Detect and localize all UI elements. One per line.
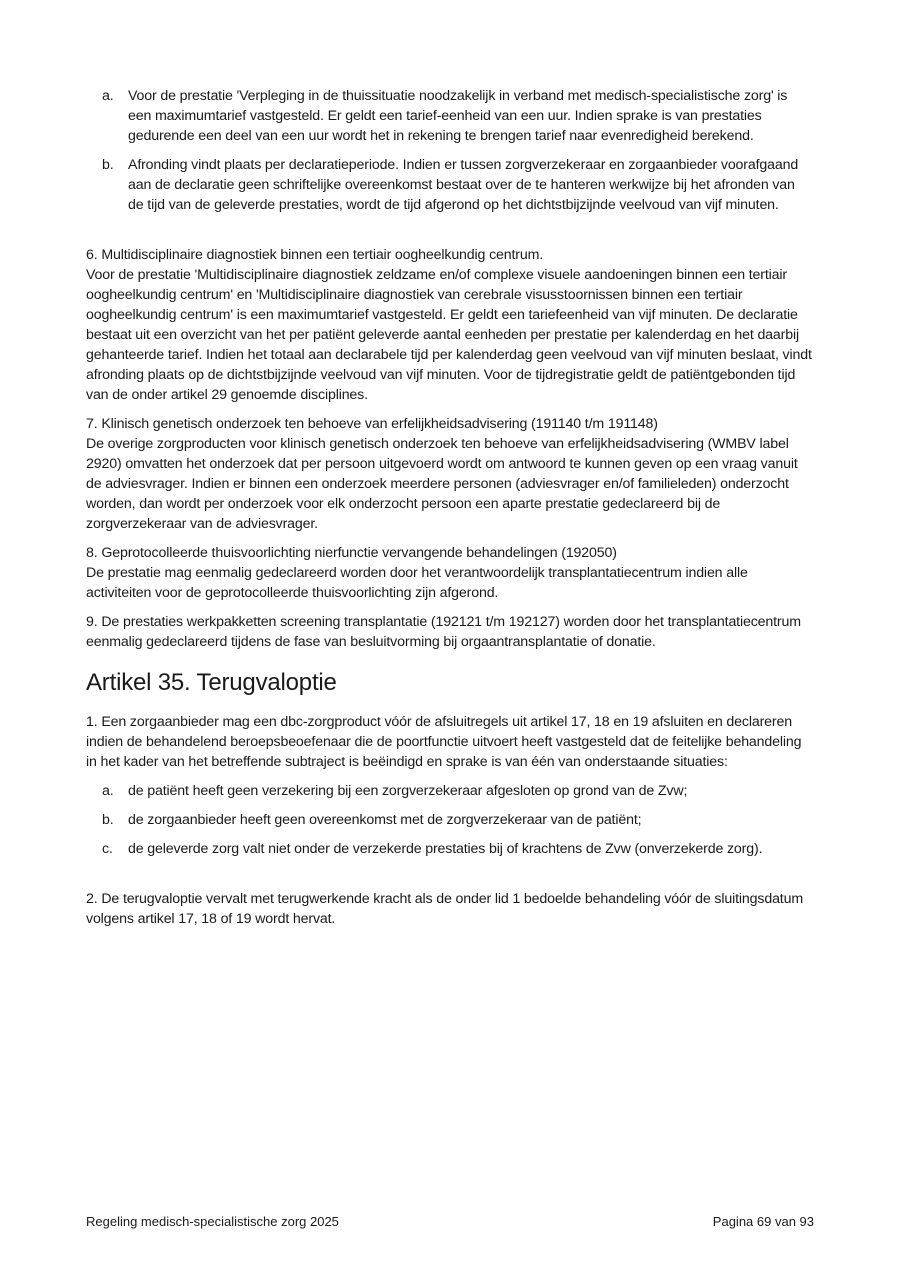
- section-title: 8. Geprotocolleerde thuisvoorlichting nierfunctie vervangende behandelingen (192050): [86, 545, 617, 561]
- section-body: 9. De prestaties werkpakketten screening transplantatie (192121 t/m 192127) worden door het transplantatiecentrum eenmalig gedeclareerd tijdens de fase van besluitvorming bij orgaantransplantatie of donatie.: [86, 614, 801, 650]
- list-item: [86, 155, 814, 215]
- article-paragraph-2: 2. De terugvaloptie vervalt met terugwerkende kracht als de onder lid 1 bedoelde behandeling vóór de sluitingsdatum volgens artikel 17, 18 of 19 wordt hervat.: [86, 891, 804, 927]
- list-marker: a.: [102, 783, 114, 799]
- list-marker: b.: [102, 157, 114, 173]
- section-title: 6. Multidisciplinaire diagnostiek binnen een tertiair oogheelkundig centrum.: [86, 247, 544, 263]
- article-heading: Artikel 35. Terugvaloptie: [86, 669, 337, 696]
- section-7: [86, 414, 814, 534]
- list-item: [86, 86, 814, 146]
- list-marker: c.: [102, 841, 113, 857]
- list-marker: b.: [102, 812, 114, 828]
- section-title: 7. Klinisch genetisch onderzoek ten behoeve van erfelijkheidsadvisering (191140 t/m 191148): [86, 416, 658, 432]
- list-item-text: de patiënt heeft geen verzekering bij een zorgverzekeraar afgesloten op grond van de Zvw;: [128, 783, 688, 799]
- list-item-text: Afronding vindt plaats per declaratieperiode. Indien er tussen zorgverzekeraar en zorgaanbieder voorafgaand aan de declaratie geen schriftelijke overeenkomst bestaat over de te hanteren werkwijze bij het afronden van de tijd van de geleverde prestaties, wordt de tijd afgerond op het dichtstbijzijnde veelvoud van vijf minuten.: [128, 157, 799, 213]
- list-item-text: Voor de prestatie 'Verpleging in de thuissituatie noodzakelijk in verband met medisch-specialistische zorg' is een maximumtarief vastgesteld. Er geldt een tarief-eenheid van een uur. Indien sprake is van prestaties gedurende een deel van een uur wordt het in rekening te brengen tarief naar evenredigheid berekend.: [128, 88, 788, 144]
- top-list: [86, 86, 814, 215]
- section-body: De overige zorgproducten voor klinisch genetisch onderzoek ten behoeve van erfelijkheidsadvisering (WMBV label 2920) omvatten het onderzoek dat per persoon uitgevoerd wordt om antwoord te kunnen geven op een vraag vanuit de adviesvrager. Indien er binnen een onderzoek meerdere personen (adviesvrager en/of familieleden) onderzocht worden, dan wordt per onderzoek voor elk onderzocht persoon een aparte prestatie gedeclareerd bij de zorgverzekeraar van de adviesvrager.: [86, 436, 798, 532]
- list-item-text: de zorgaanbieder heeft geen overeenkomst met de zorgverzekeraar van de patiënt;: [128, 812, 642, 828]
- article-list: [86, 781, 814, 859]
- section-body: De prestatie mag eenmalig gedeclareerd worden door het verantwoordelijk transplantatiecentrum indien alle activiteiten voor de geprotocolleerde thuisvoorlichting zijn afgerond.: [86, 565, 748, 601]
- footer-document-title: Regeling medisch-specialistische zorg 2025: [86, 1214, 339, 1229]
- list-item-text: de geleverde zorg valt niet onder de verzekerde prestaties bij of krachtens de Zvw (onverzekerde zorg).: [128, 841, 763, 857]
- list-item: [86, 839, 814, 859]
- page-number: Pagina 69 van 93: [712, 1214, 814, 1229]
- list-item: [86, 781, 814, 801]
- document-page: [86, 86, 814, 929]
- list-item: [86, 810, 814, 830]
- section-9: [86, 612, 814, 652]
- section-6: [86, 245, 814, 405]
- section-8: [86, 543, 814, 603]
- list-marker: a.: [102, 88, 114, 104]
- article-paragraph-1: 1. Een zorgaanbieder mag een dbc-zorgproduct vóór de afsluitregels uit artikel 17, 18 en 19 afsluiten en declareren indien de behandelend beroepsbeoefenaar die de poortfunctie uitvoert heeft vastgesteld dat de feitelijke behandeling in het kader van het betreffende subtraject is beëindigd en sprake is van één van onderstaande situaties:: [86, 714, 802, 770]
- page-footer: [86, 1214, 814, 1229]
- section-body: Voor de prestatie 'Multidisciplinaire diagnostiek zeldzame en/of complexe visuele aandoeningen binnen een tertiair oogheelkundig centrum' en 'Multidisciplinaire diagnostiek van cerebrale visusstoornissen binnen een tertiair oogheelkundig centrum' is een maximumtarief vastgesteld. Er geldt een tariefeenheid van vijf minuten. De declaratie bestaat uit een overzicht van het per patiënt geleverde aantal eenheden per prestatie per kalenderdag en het daarbij gehanteerde tarief. Indien het totaal aan declarabele tijd per kalenderdag geen veelvoud van vijf minuten beslaat, vindt afronding plaats op de dichtstbijzijnde veelvoud van vijf minuten. Voor de tijdregistratie geldt de patiëntgebonden tijd van de onder artikel 29 genoemde disciplines.: [86, 267, 812, 403]
